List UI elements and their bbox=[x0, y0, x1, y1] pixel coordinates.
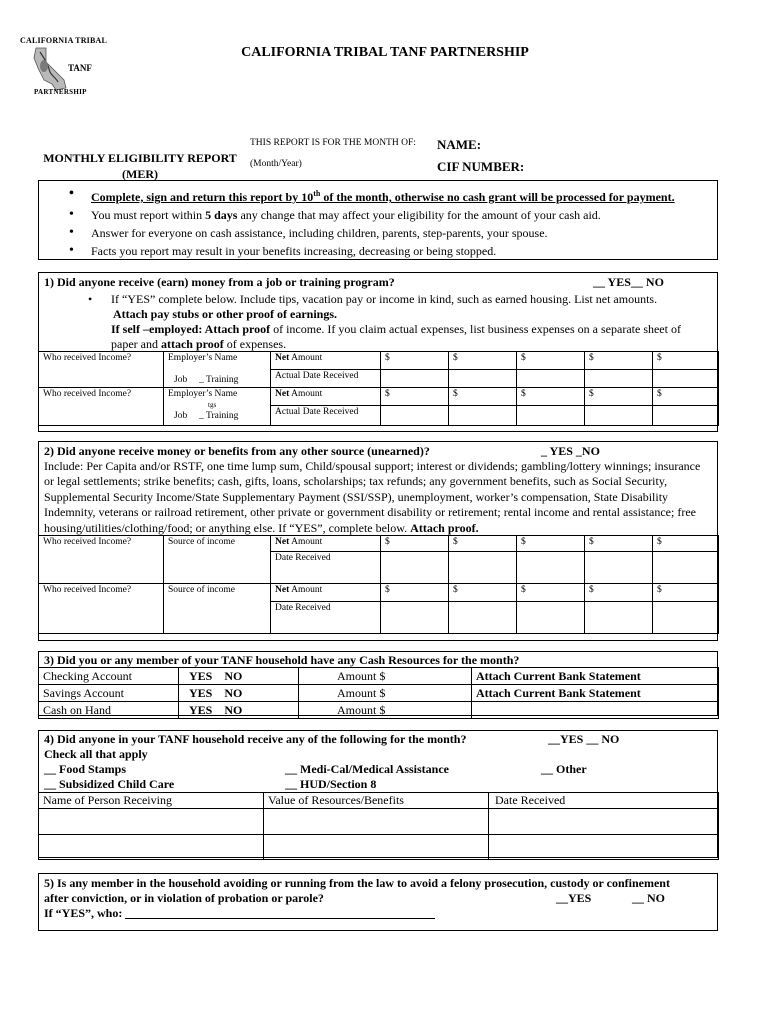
table-row bbox=[39, 668, 719, 685]
date-cell[interactable] bbox=[381, 602, 449, 634]
date-cell[interactable] bbox=[381, 406, 449, 426]
amount-cell[interactable]: $ bbox=[517, 584, 585, 602]
net-amount-label: Net Amount bbox=[271, 352, 381, 370]
date-cell[interactable] bbox=[517, 370, 585, 388]
q4-question: 4) Did anyone in your TANF household receive any of the following for the month? bbox=[44, 732, 467, 746]
date-cell[interactable] bbox=[585, 406, 653, 426]
col-date-header: Date Received bbox=[489, 793, 719, 809]
table-row bbox=[39, 584, 719, 602]
table-row bbox=[39, 685, 719, 702]
source-cell[interactable]: Source of income bbox=[164, 584, 271, 634]
q1-question: 1) Did anyone receive (earn) money from a job or training program? bbox=[44, 275, 395, 289]
date-cell[interactable] bbox=[449, 602, 517, 634]
amount-cell[interactable]: $ bbox=[381, 388, 449, 406]
table-row bbox=[39, 702, 719, 719]
resource-amount[interactable]: Amount $ bbox=[299, 668, 472, 685]
table-row bbox=[39, 809, 719, 835]
table-row bbox=[39, 536, 719, 552]
q2-include-text: Include: Per Capita and/or RSTF, one time lump sum, Child/spousal support; interest or dividends; gambling/lottery winnings; insurance or legal settlements; strike benefits; cash, gifts, loans, scholarships; tax refunds; any government benefits, such as Social Security, Supplemental Security Income/State Supplementary Payment (SSI/SSP), unemployment, worker’s compensation, State Disability Indemnity, veterans or railroad retirement, other private or government disability or retirement; rental income and rental assistance; free housing/utilities/clothing/food; or anything else. If “YES”, complete below. Attach proof. bbox=[44, 459, 701, 535]
employer-cell[interactable]: Employer’s Name tgs Job _ Training bbox=[164, 388, 271, 426]
resource-attach-note bbox=[472, 702, 719, 719]
benefit-date-cell[interactable] bbox=[489, 835, 719, 860]
date-cell[interactable] bbox=[517, 552, 585, 584]
date-received-label: Date Received bbox=[271, 602, 381, 634]
q2-income-table bbox=[38, 535, 719, 634]
q1-instruction: • If “YES” complete below. Include tips, vacation pay or income in kind, such as earned housing. List net amounts. Attach pay stubs or other proof of earnings. If self –employed: Attach proof of income. If you claim actual expenses, list business expenses on a separate sheet of paper and attach proof of expenses. bbox=[88, 292, 681, 351]
date-cell[interactable] bbox=[585, 552, 653, 584]
amount-cell[interactable]: $ bbox=[517, 388, 585, 406]
date-cell[interactable] bbox=[585, 370, 653, 388]
date-cell[interactable] bbox=[653, 406, 719, 426]
instruction-answer-everyone: • Answer for everyone on cash assistance, including children, parents, step-parents, your spouse. bbox=[66, 224, 716, 242]
col-value-header: Value of Resources/Benefits bbox=[264, 793, 489, 809]
child-care-checkbox[interactable]: __ Subsidized Child Care bbox=[44, 777, 175, 791]
date-cell[interactable] bbox=[585, 602, 653, 634]
date-received-label: Date Received bbox=[271, 552, 381, 584]
month-hint: (Month/Year) bbox=[250, 159, 302, 169]
col-name-header: Name of Person Receiving bbox=[39, 793, 264, 809]
q5-line1: 5) Is any member in the household avoiding or running from the law to avoid a felony prosecution, custody or confinement bbox=[44, 876, 670, 890]
instruction-report-changes: • You must report within 5 days any change that may affect your eligibility for the amount of your cash aid. bbox=[66, 206, 716, 224]
table-row bbox=[39, 388, 719, 406]
q5-yes[interactable]: __YES bbox=[556, 891, 592, 905]
table-row bbox=[39, 352, 719, 370]
date-cell[interactable] bbox=[449, 552, 517, 584]
date-cell[interactable] bbox=[449, 370, 517, 388]
amount-cell[interactable]: $ bbox=[585, 352, 653, 370]
date-cell[interactable] bbox=[653, 552, 719, 584]
net-amount-label: Net Amount bbox=[271, 584, 381, 602]
resource-yes-no[interactable]: YES NO bbox=[179, 668, 299, 685]
amount-cell[interactable]: $ bbox=[653, 352, 719, 370]
resource-yes-no[interactable]: YES NO bbox=[179, 685, 299, 702]
cif-number-label: CIF NUMBER: bbox=[437, 159, 525, 174]
date-cell[interactable] bbox=[653, 370, 719, 388]
benefit-name-cell[interactable] bbox=[39, 809, 264, 835]
employer-cell[interactable]: Employer’s Name Job _ Training bbox=[164, 352, 271, 388]
date-cell[interactable] bbox=[517, 406, 585, 426]
table-row bbox=[39, 835, 719, 860]
resource-amount[interactable]: Amount $ bbox=[299, 685, 472, 702]
amount-cell[interactable]: $ bbox=[449, 352, 517, 370]
amount-cell[interactable]: $ bbox=[653, 584, 719, 602]
amount-cell[interactable]: $ bbox=[381, 536, 449, 552]
food-stamps-checkbox[interactable]: __ Food Stamps bbox=[44, 762, 127, 776]
resource-label: Checking Account bbox=[39, 668, 179, 685]
benefit-name-cell[interactable] bbox=[39, 835, 264, 860]
benefit-date-cell[interactable] bbox=[489, 809, 719, 835]
date-cell[interactable] bbox=[517, 602, 585, 634]
q4-benefits-table bbox=[38, 792, 719, 860]
logo-text-top: CALIFORNIA TRIBAL bbox=[20, 36, 108, 45]
amount-cell[interactable]: $ bbox=[517, 352, 585, 370]
q5-line2: after conviction, or in violation of probation or parole? bbox=[44, 891, 324, 905]
q2-question: 2) Did anyone receive money or benefits from any other source (unearned)? bbox=[44, 444, 430, 458]
q2-yes-no[interactable]: _ YES _NO bbox=[541, 444, 600, 458]
amount-cell[interactable]: $ bbox=[585, 584, 653, 602]
logo-text-tanf: TANF bbox=[68, 63, 92, 73]
who-received-cell[interactable]: Who received Income? bbox=[39, 388, 164, 426]
logo-text-bottom: PARTNERSHIP bbox=[34, 88, 87, 96]
date-cell[interactable] bbox=[381, 370, 449, 388]
medi-cal-checkbox[interactable]: __ Medi-Cal/Medical Assistance bbox=[285, 762, 449, 776]
amount-cell[interactable]: $ bbox=[653, 388, 719, 406]
amount-cell[interactable]: $ bbox=[381, 584, 449, 602]
report-name-line2: (MER) bbox=[122, 167, 158, 181]
q4-check-all: Check all that apply bbox=[44, 747, 148, 761]
amount-cell[interactable]: $ bbox=[517, 536, 585, 552]
month-label: THIS REPORT IS FOR THE MONTH OF: bbox=[250, 138, 416, 148]
instructions-list bbox=[66, 185, 716, 260]
net-amount-label: Net Amount bbox=[271, 536, 381, 552]
q1-income-table bbox=[38, 351, 719, 426]
q5-if-yes: If “YES”, who: bbox=[44, 906, 714, 921]
net-amount-label: Net Amount bbox=[271, 388, 381, 406]
who-received-cell[interactable]: Who received Income? bbox=[39, 352, 164, 388]
page-title: CALIFORNIA TRIBAL TANF PARTNERSHIP bbox=[241, 45, 529, 60]
bullet-icon: • bbox=[88, 292, 93, 306]
resource-attach-note: Attach Current Bank Statement bbox=[472, 685, 719, 702]
source-cell[interactable]: Source of income bbox=[164, 536, 271, 584]
amount-cell[interactable]: $ bbox=[381, 352, 449, 370]
resource-yes-no[interactable]: YES NO bbox=[179, 702, 299, 719]
amount-cell[interactable]: $ bbox=[449, 388, 517, 406]
q5-no[interactable]: __ NO bbox=[632, 891, 665, 905]
date-cell[interactable] bbox=[653, 602, 719, 634]
amount-cell[interactable]: $ bbox=[653, 536, 719, 552]
name-label: NAME: bbox=[437, 137, 482, 152]
actual-date-label: Actual Date Received bbox=[271, 406, 381, 426]
instruction-benefits-change: • Facts you report may result in your benefits increasing, decreasing or being stopped. bbox=[66, 242, 716, 260]
amount-cell[interactable]: $ bbox=[585, 536, 653, 552]
table-row bbox=[39, 793, 719, 809]
q3-resources-table bbox=[38, 667, 719, 719]
hud-checkbox[interactable]: __ HUD/Section 8 bbox=[285, 777, 377, 791]
report-name-line1: MONTHLY ELIGIBILITY REPORT bbox=[43, 151, 237, 165]
resource-attach-note: Attach Current Bank Statement bbox=[472, 668, 719, 685]
who-received-cell[interactable]: Who received Income? bbox=[39, 584, 164, 634]
q4-yes-no[interactable]: __YES __ NO bbox=[548, 732, 620, 746]
benefit-value-cell[interactable] bbox=[264, 835, 489, 860]
amount-cell[interactable]: $ bbox=[449, 536, 517, 552]
q1-yes-no[interactable]: __ YES__ NO bbox=[593, 275, 664, 289]
amount-cell[interactable]: $ bbox=[449, 584, 517, 602]
resource-amount[interactable]: Amount $ bbox=[299, 702, 472, 719]
q3-question: 3) Did you or any member of your TANF household have any Cash Resources for the month? bbox=[44, 653, 520, 667]
amount-cell[interactable]: $ bbox=[585, 388, 653, 406]
actual-date-label: Actual Date Received bbox=[271, 370, 381, 388]
date-cell[interactable] bbox=[449, 406, 517, 426]
who-received-cell[interactable]: Who received Income? bbox=[39, 536, 164, 584]
benefit-value-cell[interactable] bbox=[264, 809, 489, 835]
resource-label: Cash on Hand bbox=[39, 702, 179, 719]
q5-who-field[interactable] bbox=[125, 907, 435, 919]
q5-question bbox=[44, 876, 714, 921]
date-cell[interactable] bbox=[381, 552, 449, 584]
other-checkbox[interactable]: __ Other bbox=[541, 762, 587, 776]
instruction-deadline: • Complete, sign and return this report by 10th of the month, otherwise no cash grant will be processed for payment. bbox=[66, 185, 716, 206]
resource-label: Savings Account bbox=[39, 685, 179, 702]
report-name bbox=[40, 150, 240, 182]
